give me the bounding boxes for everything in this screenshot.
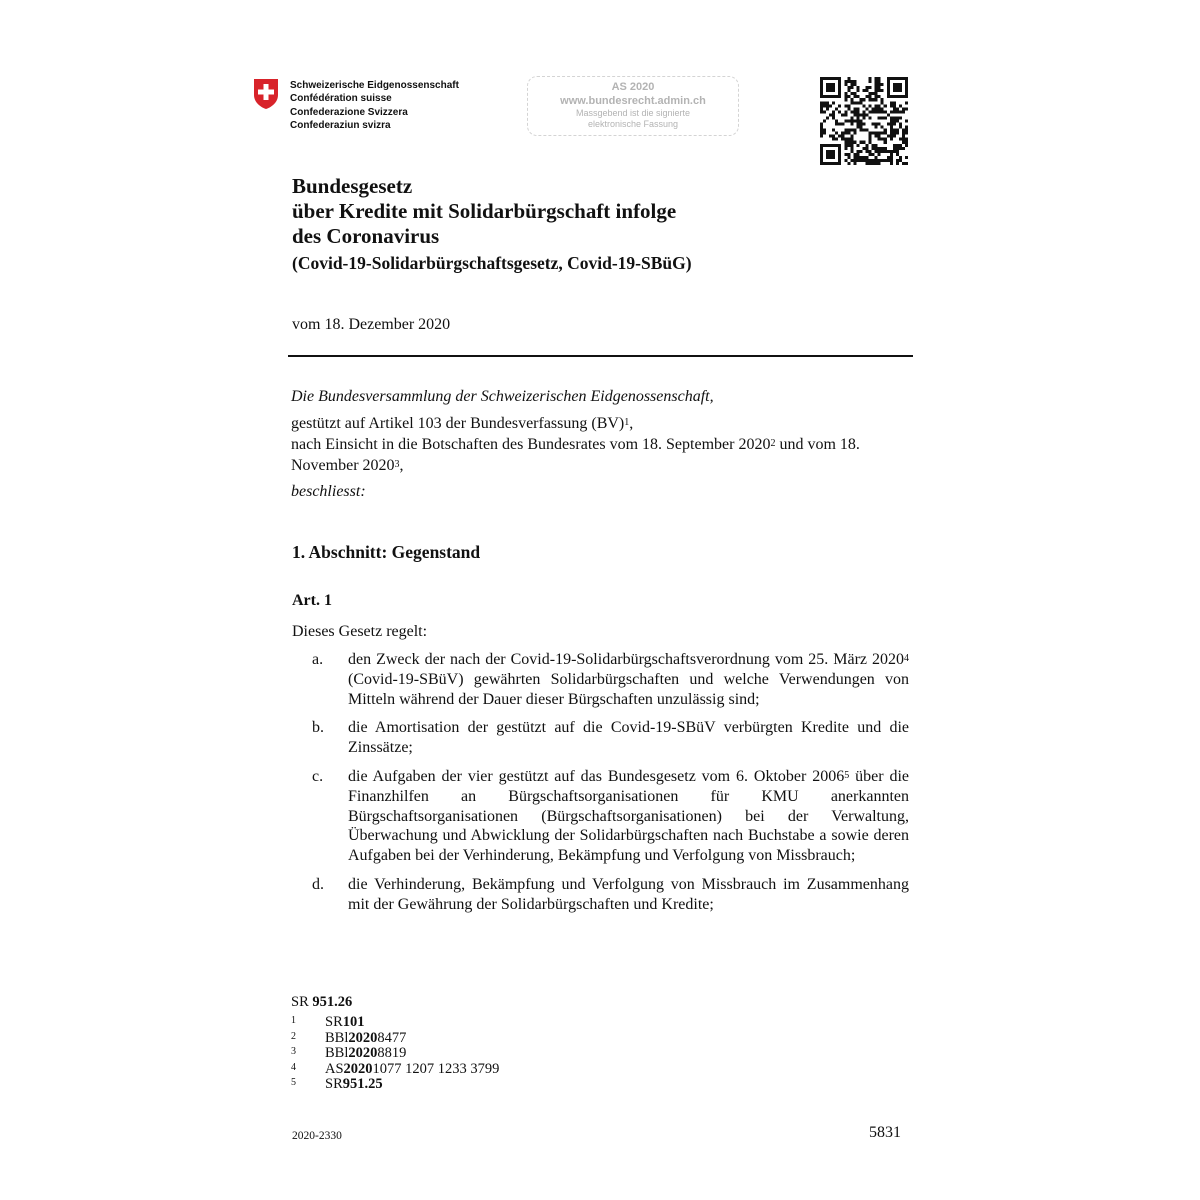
confederation-name-rm: Confederaziun svizra [290,119,391,131]
preamble [291,386,911,502]
confederation-name-de: Schweizerische Eidgenossenschaft [290,80,459,91]
title-line-3: des Coronavirus [292,224,440,248]
item-label: b. [312,719,324,737]
footnote: 1 SR 101 [291,1014,365,1030]
enactment-date: vom 18. Dezember 2020 [292,316,451,333]
title-divider [288,355,913,357]
footnote-ref: 5 [844,769,850,781]
preamble-decides: beschliesst: [291,483,366,500]
footnote: 5 SR 951.25 [291,1076,383,1092]
footnote-ref: 1 [624,417,630,428]
footnote-number: 5 [291,1077,296,1088]
stamp-note-2: elektronische Fassung [587,119,679,129]
preamble-insight: nach Einsicht in die Botschaften des Bundesrates vom 18. September 2020$^2$ und vom 18. November 2020$^3$, [291,436,860,474]
stamp-as-year: AS 2020 [611,81,655,93]
title-line-1: Bundesgesetz [292,174,413,198]
item-text: die Amortisation der gestützt auf die Covid-19-SBüV verbürgten Kredite und die Zinssätze; [348,719,909,757]
item-text: die Aufgaben der vier gestützt auf das Bundesgesetz vom 6. Oktober 2006$^5$ über die Finanzhilfen an Bürgschaftsorganisationen für KMU anerkannten Bürgschaftsorganisationen (Bürgschaftsorganisationen) bei der Verwaltung, Überwachung und Abwicklung der Solidarbürgschaften nach Buchstabe a sowie deren Aufgaben bei der Verhinderung, Bekämpfung und Verfolgung von Missbrauch; [348,767,909,865]
sr-number: SR 951.26 [291,994,353,1010]
item-label: a. [312,651,324,668]
list-item [292,767,909,866]
page-title [292,174,676,249]
footnote: 4 AS 2020 1077 1207 1233 3799 [291,1060,500,1077]
preamble-basis: gestützt auf Artikel 103 der Bundesverfassung (BV)$^1$, [291,415,634,432]
official-publication-stamp [527,76,739,136]
footnote-ref: 2 [770,438,776,449]
item-label: d. [312,875,324,893]
footnote-number: 2 [291,1030,296,1042]
article-heading: Art. 1 [292,592,332,609]
document-number: 2020-2330 [292,1130,342,1142]
footnote-ref: 3 [394,459,400,470]
page-number: 5831 [869,1124,901,1141]
footnote-number: 4 [291,1061,296,1073]
confederation-names [290,79,459,132]
list-item [292,650,909,709]
list-item [292,875,909,915]
stamp-note-1: Massgebend ist die signierte [575,108,691,118]
item-label: c. [312,767,324,785]
footnote-number: 1 [291,1015,296,1026]
title-line-2: über Kredite mit Solidarbürgschaft infolge [292,199,677,223]
item-text: den Zweck der nach der Covid-19-Solidarbürgschaftsverordnung vom 25. März 2020$^4$ (Covid-19-SBüV) gewährten Solidarbürgschaften und welche Verwendungen von Mitteln während der Dauer dieser Bürgschaften unzulässig sind; [348,651,909,708]
stamp-website: www.bundesrecht.admin.ch [560,95,706,107]
section-heading: 1. Abschnitt: Gegenstand [292,542,481,562]
item-text: die Verhinderung, Bekämpfung und Verfolgung von Missbrauch im Zusammenhang mit der Gewährung der Solidarbürgschaften und Kredite; [348,875,909,913]
footnote: 3 BBl 2020 8819 [291,1045,407,1061]
article-item-list [292,650,909,924]
qr-code-icon [820,77,908,165]
footnote-number: 3 [291,1046,296,1057]
short-title: (Covid-19-Solidarbürgschaftsgesetz, Covid-19-SBüG) [292,253,692,273]
footnotes [291,1015,499,1093]
footnote: 2 BBl 2020 8477 [291,1029,407,1046]
swiss-crest-icon [253,78,279,110]
preamble-assembly: Die Bundesversammlung der Schweizerischen Eidgenossenschaft, [291,388,714,405]
list-item [292,718,909,758]
confederation-name-it: Confederazione Svizzera [290,106,408,118]
footnote-ref: 4 [904,653,909,664]
confederation-name-fr: Confédération suisse [290,93,392,105]
article-intro: Dieses Gesetz regelt: [292,623,428,640]
